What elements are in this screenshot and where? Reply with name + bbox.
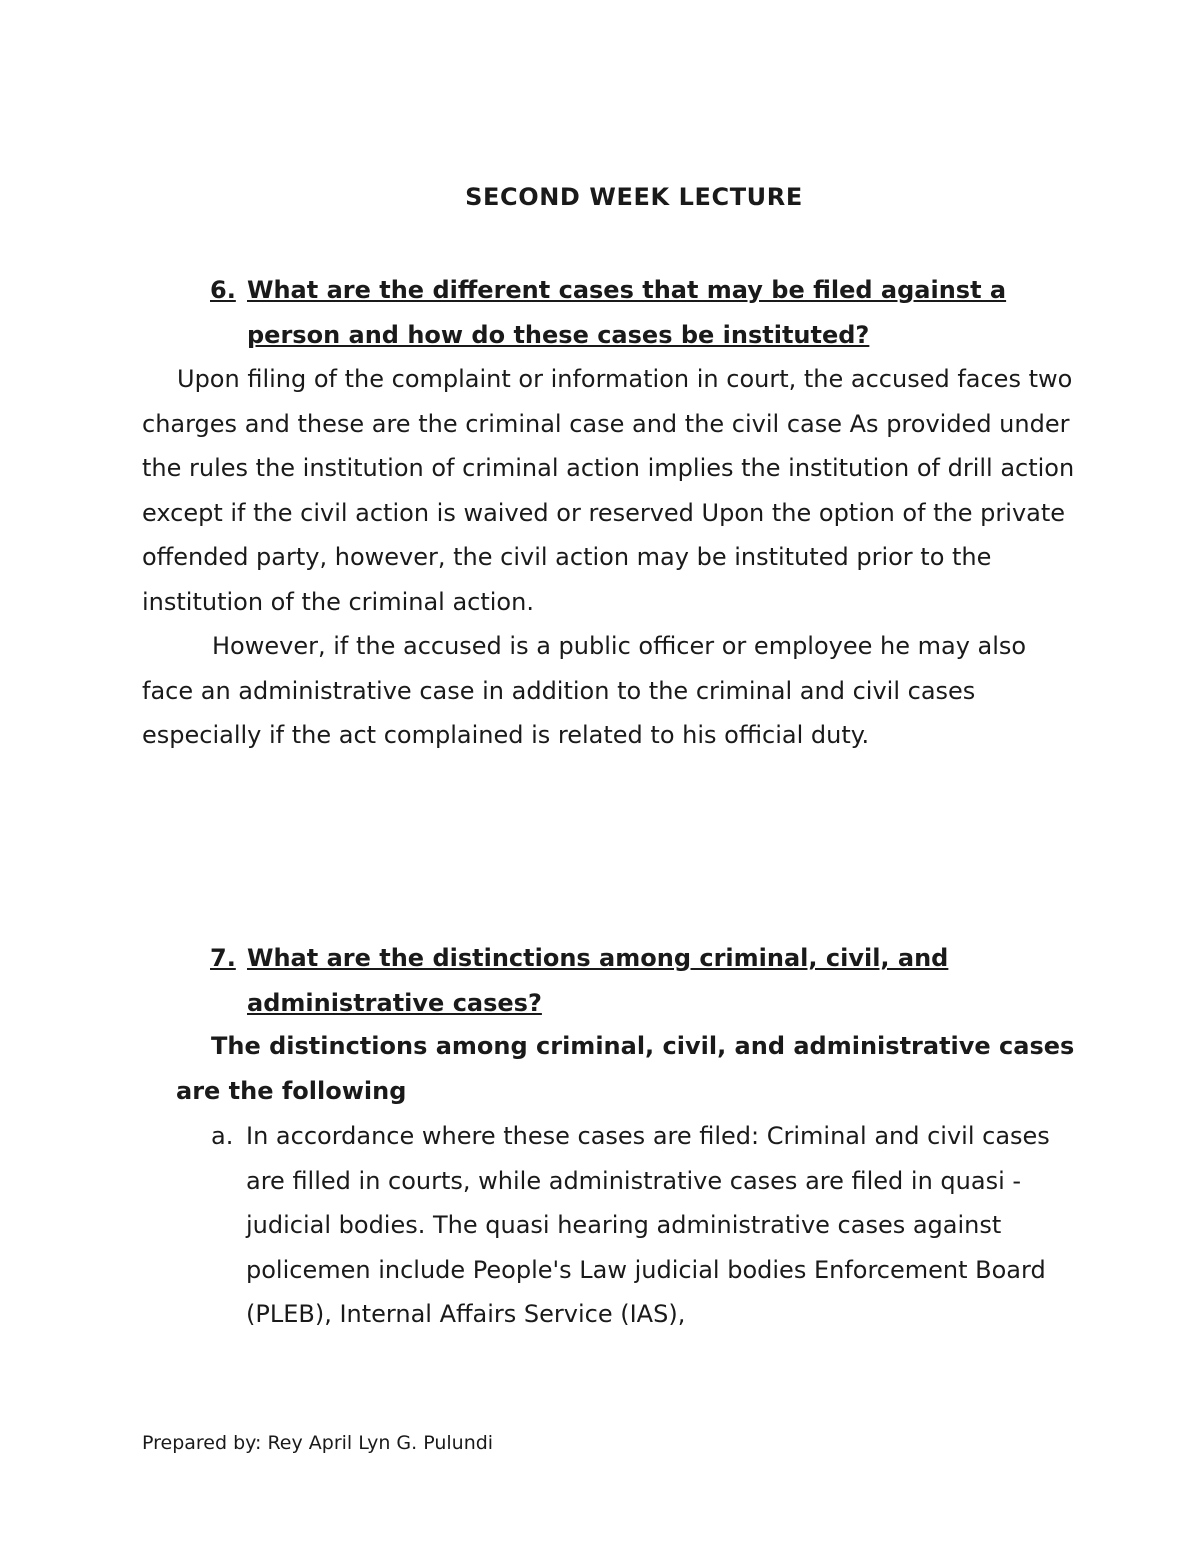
answer-7-lead: The distinctions among criminal, civil, and administrative cases are the following	[176, 1032, 1075, 1105]
answer-6-paragraph-2: However, if the accused is a public officer or employee he may also face an administrative case in addition to the criminal and civil cases especially if the act complained is related to his official duty.	[142, 632, 1027, 750]
list-item-text: In accordance where these cases are filed: Criminal and civil cases are filled in courts, while administrative cases are filed in quasi -judicial bodies. The quasi hearing administrative cases against policemen include People's Law judicial bodies Enforcement Board (PLEB), Internal Affairs Service (IAS),	[246, 1122, 1050, 1329]
question-number: 7.	[210, 944, 236, 972]
question-7	[210, 936, 1070, 1025]
prepared-by-footer: Prepared by: Rey April Lyn G. Pulundi	[142, 1432, 494, 1454]
answer-6-paragraph-1: Upon filing of the complaint or information in court, the accused faces two charges and these are the criminal case and the civil case As provided under the rules the institution of criminal action implies the institution of drill action except if the civil action is waived or reserved Upon the option of the private offended party, however, the civil action may be instituted prior to the institution of the criminal action.	[142, 365, 1075, 616]
distinctions-list	[211, 1114, 1076, 1337]
document-title: SECOND WEEK LECTURE	[465, 183, 803, 211]
list-marker: a.	[211, 1122, 234, 1150]
question-number: 6.	[210, 276, 236, 304]
question-text: What are the different cases that may be filed against a person and how do these cases be instituted?	[247, 276, 1007, 349]
question-text: What are the distinctions among criminal, civil, and administrative cases?	[247, 944, 949, 1017]
question-6	[210, 268, 1070, 357]
list-item	[211, 1114, 1076, 1337]
